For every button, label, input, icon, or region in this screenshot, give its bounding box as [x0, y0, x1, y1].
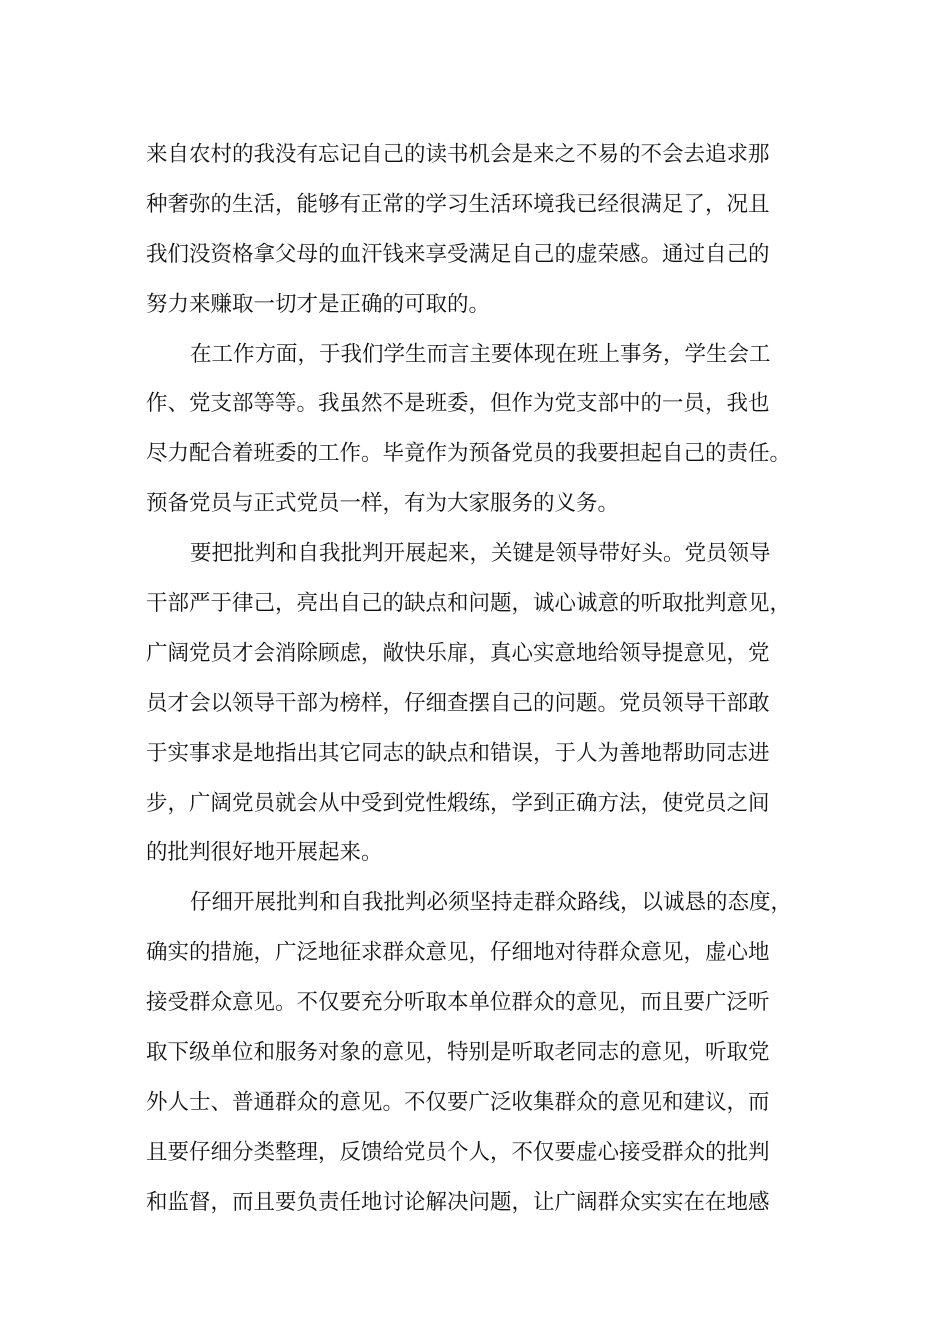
text-line: 广阔党员才会消除顾虑，敞快乐扉，真心实意地给领导提意见，党: [146, 640, 770, 666]
text-line: 作、党支部等等。我虽然不是班委，但作为党支部中的一员，我也: [146, 391, 770, 417]
text-line: 干部严于律己，亮出自己的缺点和问题，诚心诚意的听取批判意见，: [146, 591, 792, 617]
paragraph-first-line: 仔细开展批判和自我批判必须坚持走群众路线，以诚恳的态度，: [190, 890, 793, 916]
text-line: 步，广阔党员就会从中受到党性煅练，学到正确方法，使党员之间: [146, 790, 770, 816]
paragraph-first-line: 在工作方面，于我们学生而言主要体现在班上事务，学生会工: [190, 341, 771, 367]
text-line: 我们没资格拿父母的血汗钱来享受满足自己的虚荣感。通过自己的: [146, 241, 770, 267]
text-line: 和监督，而且要负责任地讨论解决问题，让广阔群众实实在在地感: [146, 1189, 770, 1215]
text-line: 尽力配合着班委的工作。毕竟作为预备党员的我要担起自己的责任。: [146, 441, 792, 467]
paragraph-first-line: 要把批判和自我批判开展起来，关键是领导带好头。党员领导: [190, 541, 771, 567]
text-line: 种奢弥的生活，能够有正常的学习生活环境我已经很满足了，况且: [146, 191, 770, 217]
text-line: 外人士、普通群众的意见。不仅要广泛收集群众的意见和建议，而: [146, 1089, 770, 1115]
text-line: 预备党员与正式党员一样，有为大家服务的义务。: [146, 491, 620, 517]
text-line: 且要仔细分类整理，反馈给党员个人，不仅要虚心接受群众的批判: [146, 1139, 770, 1165]
text-line: 接受群众意见。不仅要充分听取本单位群众的意见，而且要广泛听: [146, 990, 770, 1016]
text-line: 确实的措施，广泛地征求群众意见，仔细地对待群众意见，虚心地: [146, 940, 770, 966]
text-line: 努力来赚取一切才是正确的可取的。: [146, 291, 491, 317]
text-line: 取下级单位和服务对象的意见，特别是听取老同志的意见，听取党: [146, 1040, 770, 1066]
text-line: 的批判很好地开展起来。: [146, 840, 383, 866]
text-line: 来自农村的我没有忘记自己的读书机会是来之不易的不会去追求那: [146, 142, 770, 167]
document-body: [146, 130, 814, 1228]
text-line: 员才会以领导干部为榜样，仔细查摆自己的问题。党员领导干部敢: [146, 690, 770, 716]
text-line: 于实事求是地指出其它同志的缺点和错误，于人为善地帮助同志进: [146, 740, 770, 766]
